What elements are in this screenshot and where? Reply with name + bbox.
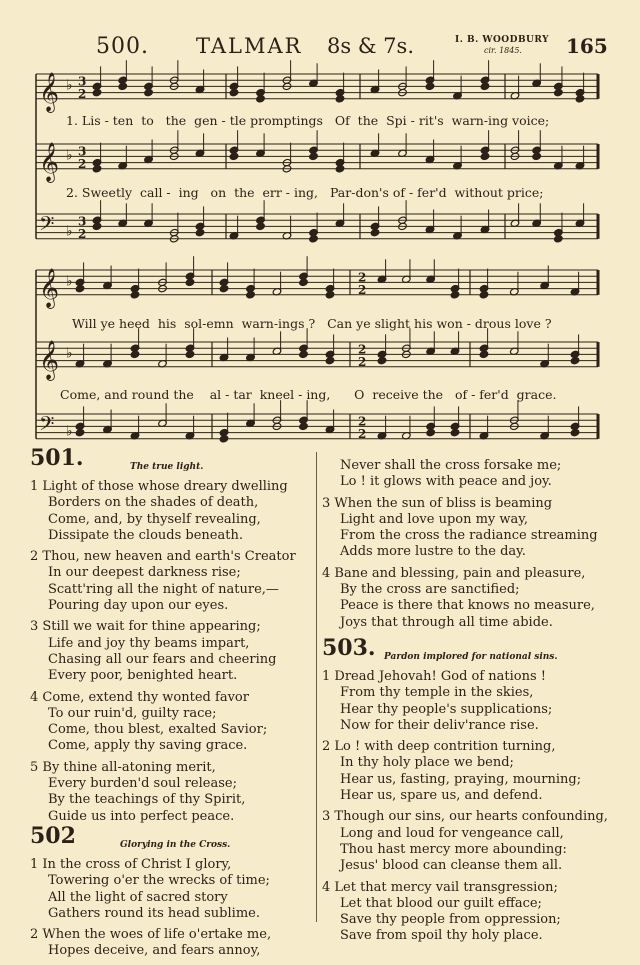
- verse-line: Let that blood our guilt efface;: [340, 895, 542, 911]
- verse-line: Jesus' blood can cleanse them all.: [340, 858, 563, 874]
- note-head: [570, 428, 580, 436]
- hymn-503-stanza: [322, 809, 622, 874]
- note-head: [309, 152, 319, 160]
- bass-clef: 𝄢: [39, 411, 55, 440]
- verse-line: Lo ! it glows with peace and joy.: [340, 474, 552, 490]
- verse-line: 4 Bane and blessing, pain and pleasure,: [322, 565, 586, 581]
- right-column: [322, 458, 622, 950]
- verse-line: Gathers round its head sublime.: [48, 905, 260, 921]
- note-head: [532, 152, 542, 160]
- note-head: [185, 278, 195, 286]
- hymn-501-stanza: [30, 690, 310, 755]
- lyric-row2-verse2: Come, and round the al - tar kneel - ing, O receive the of - fer'd grace.: [60, 387, 557, 402]
- hymn-503-subtitle: Pardon implored for national sins.: [384, 651, 558, 662]
- verse-line: Now for their deliv'rance rise.: [340, 717, 539, 733]
- verse-line: Life and joy thy beams impart,: [48, 635, 250, 651]
- note-head: [195, 228, 205, 236]
- note-head: [426, 428, 436, 436]
- time-signature-bottom: 2: [78, 156, 87, 171]
- note-head: [479, 291, 489, 299]
- composer: I. B. WOODBURY: [455, 35, 550, 45]
- note-head: [325, 356, 335, 364]
- note-head: [92, 88, 102, 96]
- note-head: [75, 428, 85, 436]
- verse-line: Guide us into perfect peace.: [48, 808, 235, 824]
- verse-line: Thou hast mercy more abounding:: [340, 841, 567, 857]
- treble-clef: 𝄞: [39, 71, 60, 112]
- hymn-501: [30, 445, 310, 825]
- note-head: [425, 82, 435, 90]
- note-head: [130, 291, 140, 299]
- note-head: [335, 95, 345, 103]
- tune-name: TALMAR: [196, 34, 303, 58]
- verse-line: In our deepest darkness rise;: [48, 565, 241, 581]
- note-head: [229, 88, 239, 96]
- time-signature-bottom: 2: [358, 354, 367, 369]
- note-head: [185, 350, 195, 358]
- note-head: [299, 278, 309, 286]
- note-head: [92, 165, 102, 173]
- flat-sign: ♭: [66, 423, 73, 440]
- flat-sign: ♭: [66, 77, 73, 94]
- hymn-501-stanza: [30, 549, 310, 614]
- verse-line: Peace is there that knows no measure,: [340, 598, 595, 614]
- note-head: [256, 95, 266, 103]
- note-head: [130, 350, 140, 358]
- verse-line: 1 Dread Jehovah! God of nations !: [322, 668, 547, 684]
- verse-line: Hear us, fasting, praying, mourning;: [340, 771, 582, 787]
- note-head: [229, 152, 239, 160]
- hymn-503-stanza: [322, 739, 622, 804]
- verse-line: 3 Though our sins, our hearts confounding,: [322, 809, 608, 825]
- verse-line: Light and love upon my way,: [340, 511, 529, 527]
- verse-line: From the cross the radiance streaming: [340, 528, 598, 544]
- page-number: 165: [566, 34, 608, 58]
- verse-line: Dissipate the clouds beneath.: [48, 527, 243, 543]
- verse-line: 2 Thou, new heaven and earth's Creator: [30, 549, 296, 565]
- verse-line: 1 Light of those whose dreary dwelling: [30, 479, 288, 494]
- verse-line: 4 Let that mercy vail transgression;: [322, 879, 558, 895]
- verse-line: By the cross are sanctified;: [340, 582, 520, 598]
- note-head: [75, 284, 85, 292]
- flat-sign: ♭: [66, 345, 73, 362]
- lyric-row1-verse2: 2. Sweetly call - ing on the err - ing, Par-don's of - fer'd without price;: [66, 185, 544, 200]
- note-head: [92, 222, 102, 230]
- treble-clef: 𝄞: [39, 339, 60, 380]
- verse-line: In thy holy place we bend;: [340, 755, 514, 771]
- verse-line: Hopes deceive, and fears annoy,: [48, 943, 261, 959]
- verse-line: Hear thy people's supplications;: [340, 701, 553, 717]
- verse-line: 3 Still we wait for thine appearing;: [30, 619, 261, 635]
- time-signature-bottom: 2: [358, 282, 367, 297]
- note-head: [144, 88, 154, 96]
- note-head: [450, 428, 460, 436]
- note-head: [377, 356, 387, 364]
- verse-line: Come, and, by thyself revealing,: [48, 511, 261, 527]
- verse-line: Come, thou blest, exalted Savior;: [48, 722, 268, 738]
- hymn-501-number: 501.: [30, 445, 84, 471]
- verse-line: 1 In the cross of Christ I glory,: [30, 856, 232, 872]
- time-signature-top: 2: [358, 342, 367, 357]
- note-head: [299, 422, 309, 430]
- time-signature-top: 2: [358, 414, 367, 429]
- verse-line: Towering o'er the wrecks of time;: [48, 873, 270, 889]
- composer-date: cir. 1845.: [484, 46, 522, 55]
- verse-line: 2 When the woes of life o'ertake me,: [30, 927, 272, 943]
- treble-clef: 𝄞: [39, 141, 60, 182]
- verse-line: Long and loud for vengeance call,: [340, 825, 564, 841]
- verse-line: To our ruin'd, guilty race;: [48, 705, 217, 721]
- note-head: [575, 95, 585, 103]
- note-head: [325, 291, 335, 299]
- hymn-501-stanza: [30, 760, 310, 825]
- flat-sign: ♭: [66, 273, 73, 290]
- hymn-503: [322, 634, 622, 945]
- hymn-502-stanza-continued: [322, 458, 622, 491]
- note-head: [480, 82, 490, 90]
- verse-line: Adds more lustre to the day.: [340, 544, 526, 560]
- note-head: [309, 235, 319, 243]
- hymn-number: 500.: [96, 34, 149, 59]
- time-signature-bottom: 2: [78, 86, 87, 101]
- note-head: [570, 356, 580, 364]
- verse-line: 3 When the sun of bliss is beaming: [322, 495, 553, 511]
- note-head: [299, 350, 309, 358]
- hymn-502-subtitle: Glorying in the Cross.: [120, 839, 231, 850]
- treble-clef: 𝄞: [39, 267, 60, 308]
- lyric-row1-verse1: 1. Lis - ten to the gen - tle promptings Of the Spi - rit's warn-ing voice;: [66, 113, 550, 128]
- hymn-502: [30, 822, 310, 960]
- hymn-501-stanza: [30, 479, 310, 544]
- bass-clef: 𝄢: [39, 211, 55, 240]
- column-divider: [316, 452, 317, 922]
- verse-line: Borders on the shades of death,: [48, 495, 259, 511]
- verse-line: Chasing all our fears and cheering: [48, 651, 277, 667]
- hymn-501-stanza: [30, 619, 310, 684]
- note-head: [246, 291, 256, 299]
- hymn-503-stanza: [322, 669, 622, 734]
- hymn-501-subtitle: The true light.: [130, 462, 204, 472]
- flat-sign: ♭: [66, 223, 73, 240]
- hymn-502-stanza: [322, 566, 622, 631]
- hymn-502-stanza: [322, 496, 622, 561]
- verse-line: Every burden'd soul release;: [48, 776, 237, 792]
- verse-line: Every poor, benighted heart.: [48, 668, 238, 684]
- hymn-503-stanza: [322, 880, 622, 945]
- note-head: [219, 435, 229, 443]
- note-head: [479, 350, 489, 358]
- note-head: [554, 235, 564, 243]
- note-head: [370, 228, 380, 236]
- verse-line: 2 Lo ! with deep contrition turning,: [322, 739, 556, 755]
- note-head: [480, 152, 490, 160]
- note-head: [335, 165, 345, 173]
- note-head: [219, 284, 229, 292]
- verse-line: Save thy people from oppression;: [340, 912, 561, 928]
- note-head: [450, 291, 460, 299]
- verse-line: Joys that through all time abide.: [340, 614, 553, 630]
- note-head: [554, 88, 564, 96]
- time-signature-bottom: 2: [78, 226, 87, 241]
- time-signature-top: 3: [78, 214, 87, 229]
- hymn-502-stanza: [30, 927, 310, 960]
- verse-line: Save from spoil thy holy place.: [340, 928, 543, 944]
- hymn-503-number: 503.: [322, 634, 376, 661]
- verse-line: Pouring day upon our eyes.: [48, 598, 229, 614]
- flat-sign: ♭: [66, 147, 73, 164]
- verse-line: From thy temple in the skies,: [340, 685, 534, 701]
- verse-line: Never shall the cross forsake me;: [340, 458, 562, 473]
- left-column: [30, 445, 310, 965]
- verse-line: 5 By thine all-atoning merit,: [30, 759, 216, 775]
- time-signature-top: 3: [78, 144, 87, 159]
- note-head: [256, 222, 266, 230]
- verse-line: By the teachings of thy Spirit,: [48, 792, 246, 808]
- time-signature-top: 2: [358, 270, 367, 285]
- verse-line: Hear us, spare us, and defend.: [340, 788, 543, 804]
- lyric-row2-verse1: Will ye heed his sol-emn warn-ings ? Can ye slight his won - drous love ?: [72, 316, 552, 331]
- meter: 8s & 7s.: [327, 34, 414, 58]
- hymn-502-stanza: [30, 857, 310, 922]
- verse-line: Come, apply thy saving grace.: [48, 738, 248, 754]
- verse-line: Scatt'ring all the night of nature,—: [48, 581, 279, 597]
- time-signature-top: 3: [78, 74, 87, 89]
- time-signature-bottom: 2: [358, 426, 367, 441]
- verse-line: 4 Come, extend thy wonted favor: [30, 689, 249, 705]
- hymn-502-number: 502: [30, 822, 76, 849]
- verse-line: All the light of sacred story: [48, 889, 228, 905]
- note-head: [118, 82, 128, 90]
